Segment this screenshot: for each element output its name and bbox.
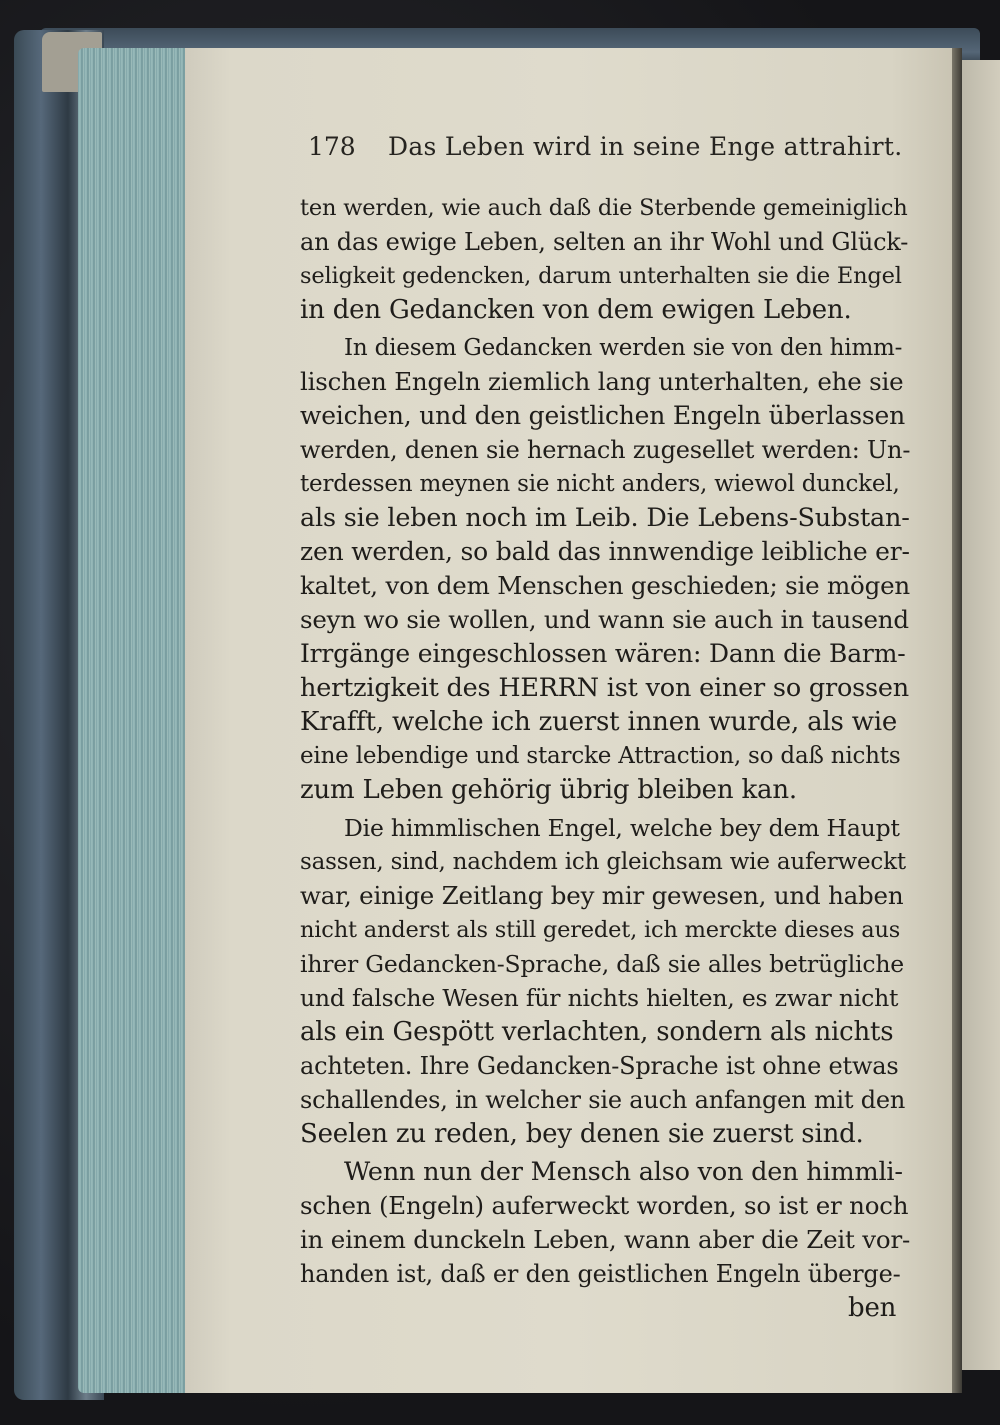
text-line: lischen Engeln ziemlich lang unterhalten, ehe sie [300,367,904,396]
text-line: seligkeit gedencken, darum unterhalten sie die Engel [300,263,902,289]
facing-page-edge [962,60,1000,1370]
text-line: In diesem Gedancken werden sie von den himm- [344,335,903,361]
text-line: weichen, und den geistlichen Engeln überlassen [300,401,905,430]
text-line: als sie leben noch im Leib. Die Lebens-Substan- [300,503,910,533]
book-gutter [952,48,962,1393]
page-edges [78,48,188,1393]
text-line: Seelen zu reden, bey denen sie zuerst sind. [300,1119,864,1149]
running-title: Das Leben wird in seine Enge attrahirt. [388,132,903,161]
text-line: Wenn nun der Mensch also von den himmli- [344,1157,903,1187]
text-line: an das ewige Leben, selten an ihr Wohl und Glück- [300,228,909,256]
text-line: Krafft, welche ich zuerst innen wurde, als wie [300,707,898,737]
text-line: werden, denen sie hernach zugesellet werden: Un- [300,436,911,464]
text-line: in den Gedancken von dem ewigen Leben. [300,295,852,325]
text-line: in einem dunckeln Leben, wann aber die Zeit vor- [300,1225,911,1254]
text-line: Irrgänge eingeschlossen wären: Dann die Barm- [300,639,906,668]
text-line: war, einige Zeitlang bey mir gewesen, und haben [300,881,904,910]
catchword: ben [848,1293,897,1323]
text-line: ten werden, wie auch daß die Sterbende gemeiniglich [300,195,908,221]
text-line: Die himmlischen Engel, welche bey dem Haupt [344,814,900,842]
text-line: schallendes, in welcher sie auch anfangen mit den [300,1086,906,1114]
text-line: sassen, sind, nachdem ich gleichsam wie auferweckt [300,849,906,875]
text-line: zum Leben gehörig übrig bleiben kan. [300,775,797,805]
text-line: als ein Gespött verlachten, sondern als nichts [300,1017,894,1047]
text-line: ihrer Gedancken-Sprache, daß sie alles betrügliche [300,950,904,978]
text-line: seyn wo sie wollen, und wann sie auch in tausend [300,605,909,634]
text-line: kaltet, von dem Menschen geschieden; sie mögen [300,571,910,600]
text-line: achteten. Ihre Gedancken-Sprache ist ohne etwas [300,1052,899,1080]
page-number: 178 [308,132,356,161]
page-header [308,132,908,172]
text-line: eine lebendige und starcke Attraction, so daß nichts [300,743,901,769]
text-line: und falsche Wesen für nichts hielten, es zwar nicht [300,984,899,1012]
text-line: schen (Engeln) auferweckt worden, so ist er noch [300,1191,909,1220]
text-line: terdessen meynen sie nicht anders, wiewol dunckel, [300,471,900,497]
text-line: zen werden, so bald das innwendige leibliche er- [300,537,910,566]
text-line: hertzigkeit des HERRN ist von einer so grossen [300,673,910,703]
text-line: nicht anderst als still geredet, ich merckte dieses aus [300,917,901,943]
text-line: handen ist, daß er den geistlichen Engeln überge- [300,1260,901,1288]
